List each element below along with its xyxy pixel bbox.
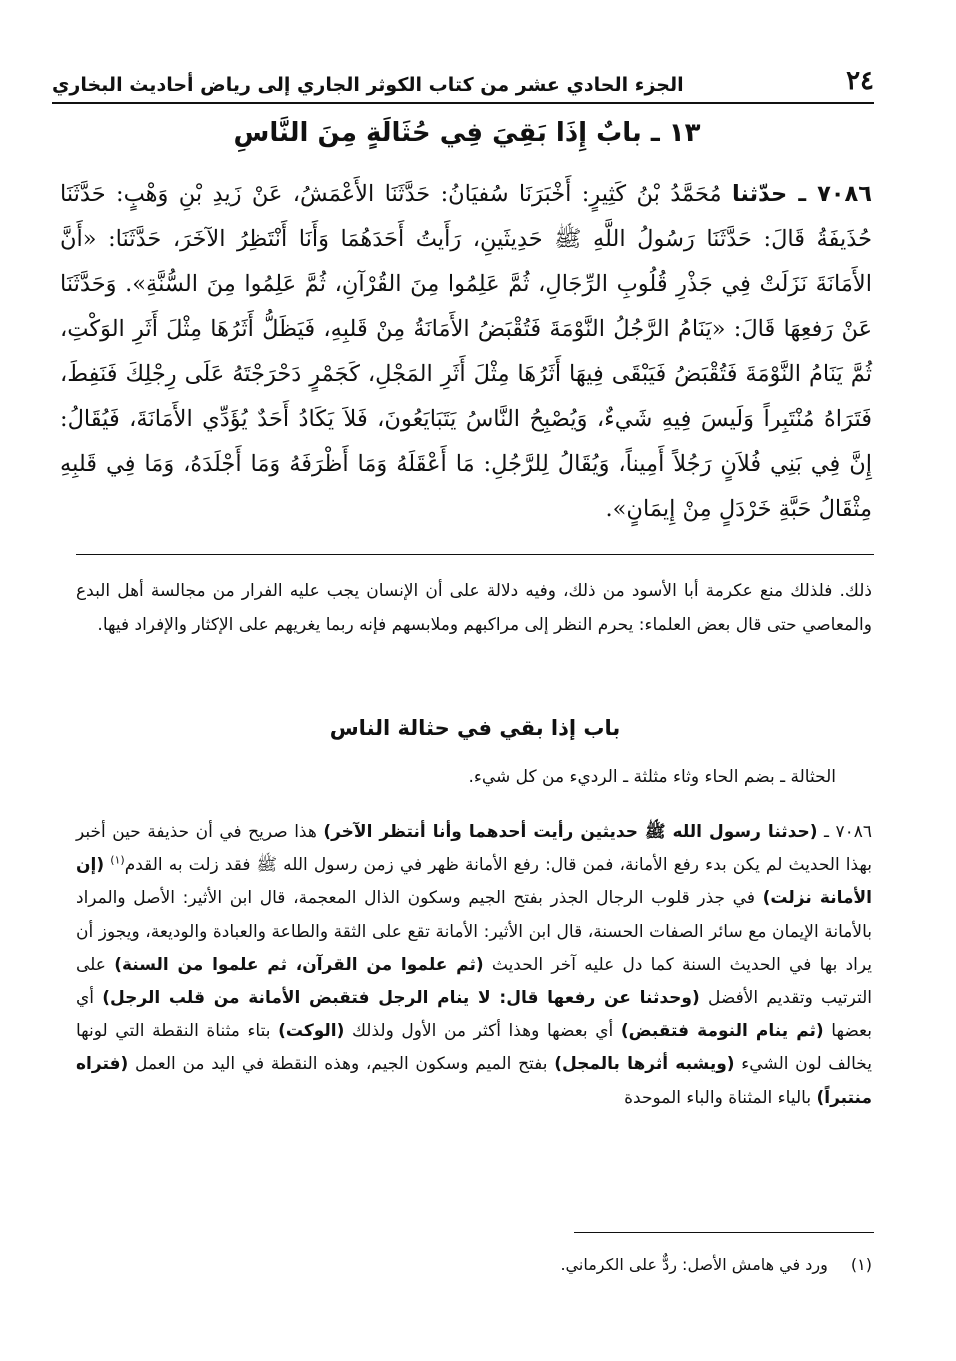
section-divider [76,554,874,555]
hadith-text [60,172,872,532]
commentary-segment: هذا صريح في أن حذيفة حين أخبر بهذا الحديث لم يكن بدء رفع الأمانة، فمن قال: رفع الأمانة ظهر في زمن رسول الله ﷺ فقد زلت به القدم [76,822,872,876]
commentary-segment: بفتح الميم وسكون الجيم، وهذه النقطة في اليد من العمل [128,1054,555,1075]
quoted-phrase: (ويشبه أثرها بالمجل) [554,1054,735,1075]
running-header [52,52,874,104]
quoted-phrase: (ثم ينام النومة فتقبض) [620,1021,824,1042]
footnote-divider [574,1232,874,1233]
commentary-chapter-title: باب إذا بقي في حثالة الناس [329,716,621,740]
footnote-ref: (١) [110,853,125,867]
quoted-phrase: (ثم علموا من القرآن، ثم علموا من السنة) [114,954,484,975]
hadith-body: مُحَمَّدُ بْنُ كَثِيرٍ: أَخْبَرَنَا سُفيَانُ: حَدَّثَنَا الأَعْمَشُ، عَنْ زَيدِ بْنِ وَهْبٍ: حَدَّثَنَا حُذَيفَةُ قَالَ: حَدَّثَنَا رَسُولُ اللَّهِ ﷺ حَدِيثَينِ، رَأَيتُ أَحَدَهُمَا وَأَنَا أَنْتَظِرُ الآخَرَ، حَدَّثَنَا: «أَنَّ الأَمَانَةَ نَزَلَتْ فِي جَذْرِ قُلُوبِ الرِّجَالِ، ثُمَّ عَلِمُوا مِنَ القُرْآنِ، ثُمَّ عَلِمُوا مِنَ السُّنَّةِ». وَحَدَّثَنَا عَنْ رَفعِهَا قَالَ: «يَنَامُ الرَّجُلُ النَّوْمَةَ فَتُقْبَضُ الأَمَانَةُ مِنْ قَلبِهِ، فَيَظَلُّ أَثَرُهَا مِثْلَ أَثَرِ الوَكْتِ، ثُمَّ يَنَامُ النَّوْمَةَ فَتُقْبَضُ فَيَبْقَى فِيهَا أَثَرُهَا مِثْلَ أَثَرِ المَجْلِ، كَجَمْرٍ دَحْرَجْتَهُ عَلَى رِجْلِكَ فَنَفِطَ، فَتَرَاهُ مُنْتَبِراً وَلَيسَ فِيهِ شَيءٌ، وَيُصْبِحُ النَّاسُ يَتَبَايَعُونَ، فَلاَ يَكَادُ أَحَدٌ يُؤَدِّي الأَمَانَةَ، فَيُقَالُ: إِنَّ فِي بَنِي فُلاَنٍ رَجُلاً أَمِيناً، وَيُقَالُ لِلرَّجُلِ: مَا أَعْقَلَهُ وَمَا أَظْرَفَهُ وَمَا أَجْلَدَهُ، وَمَا فِي قَلبِهِ مِثْقَالُ حَبَّةِ خَرْدَلٍ مِنْ إِيمَانٍ». [60,181,872,522]
running-title: الجزء الحادي عشر من كتاب الكوثر الجاري إلى رياض أحاديث البخاري [52,74,684,96]
commentary-segment: بالياء المثناة والباء الموحدة [624,1087,817,1108]
commentary-segment: أي بعضها وهذا أكثر من الأول ولذلك [344,1021,621,1042]
commentary-segment: ٧٠٨٦ ـ [817,822,872,842]
footnote [200,1250,872,1280]
commentary-segment: على الترتيب وتقديم الأفضل [76,954,872,1009]
definition-text: الحثالة ـ بضم الحاء وثاء مثلثة ـ الرديء من كل شيء. [468,767,836,787]
commentary-body [76,816,872,1115]
page-number: ٢٤ [846,66,874,96]
quoted-phrase: (إن الأمانة نزلت) [76,855,872,909]
commentary-segment: في جذر قلوب الرجال الجذر بفتح الجيم وسكون الذال المعجمة، قال ابن الأثير: الأصل والمراد بالأمانة الإيمان مع سائر الصفات الحسنة، قال ابن الأثير: الأمانة تقع على الثقة والطاعة والعبادة والوديعة، ويجوز أن يراد بها في الحديث السنة كما دل عليه آخر الحديث [76,888,872,975]
footnote-number: (١) [850,1255,872,1274]
footnote-text: ورد في هامش الأصل: ردٌّ على الكرماني. [560,1255,828,1274]
chapter-title: ١٣ ـ بابٌ إِذَا بَقِيَ فِي حُثَالَةٍ مِنَ النَّاسِ [233,118,701,148]
commentary-segment: أي بعضها [76,988,872,1042]
quoted-phrase: (فتراه منتبراً) [76,1054,872,1108]
quoted-phrase: (وحدثنا عن رفعها قال: لا ينام الرجل فتقبض الأمانة من قلب الرجل) [102,988,700,1009]
commentary-segment: بتاء مثناة النقطة التي لونها يخالف لون الشيء [76,1021,872,1075]
quoted-phrase: (حدثنا رسول الله ﷺ حديثين رأيت أحدهما وأنا أنتظر الآخر) [323,822,818,842]
commentary-intro: ذلك. فلذلك منع عكرمة أبا الأسود من ذلك، وفيه دلالة على أن الإنسان يجب عليه الفرار من مجالسة أهل البدع والمعاصي حتى قال بعض العلماء: يحرم النظر إلى مراكبهم وملابسهم فإنه ربما يغريهم على الإكثار والإفراد فيها. [76,581,872,635]
hadith-number: ٧٠٨٦ ـ حدّثنا [731,181,872,207]
quoted-phrase: (الوكت) [278,1021,345,1042]
